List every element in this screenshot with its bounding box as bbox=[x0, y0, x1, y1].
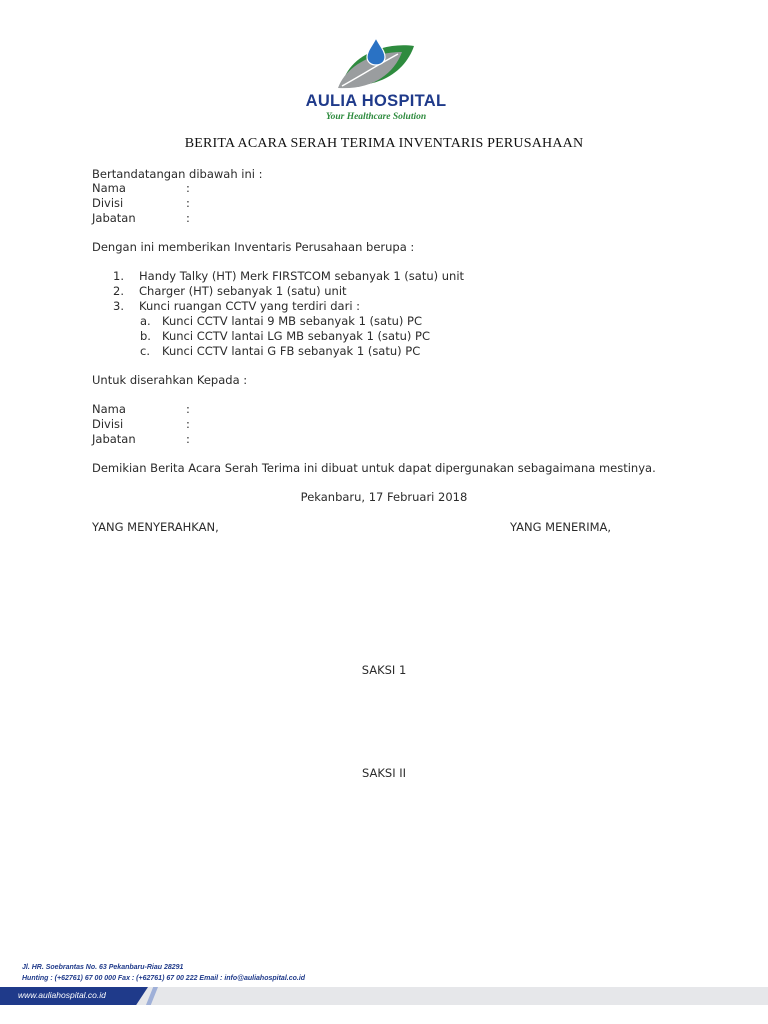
list-item-number: 2. bbox=[113, 284, 124, 298]
place-date: Pekanbaru, 17 Februari 2018 bbox=[300, 490, 468, 504]
giver-position-label: Jabatan bbox=[92, 211, 136, 225]
receiver-position-label: Jabatan bbox=[92, 432, 136, 446]
receiver-name-label: Nama bbox=[92, 402, 126, 416]
hospital-tagline: Your Healthcare Solution bbox=[325, 112, 427, 122]
giver-name-label: Nama bbox=[92, 181, 126, 195]
list-item: Kunci ruangan CCTV yang terdiri dari : bbox=[139, 299, 361, 313]
sub-list-item-letter: a. bbox=[140, 314, 151, 328]
sub-list-item: Kunci CCTV lantai 9 MB sebanyak 1 (satu) PC bbox=[162, 314, 422, 328]
giver-name-colon: : bbox=[186, 181, 190, 195]
sub-list-item-letter: b. bbox=[140, 329, 151, 343]
list-item-number: 1. bbox=[113, 269, 124, 283]
sub-list-item: Kunci CCTV lantai G FB sebanyak 1 (satu) PC bbox=[162, 344, 421, 358]
receiver-division-colon: : bbox=[186, 417, 190, 431]
giver-division-label: Divisi bbox=[92, 196, 124, 210]
intro-text: Bertandatangan dibawah ini : bbox=[92, 167, 263, 181]
witness1-signature-label: SAKSI 1 bbox=[361, 663, 407, 677]
giver-position-colon: : bbox=[186, 211, 190, 225]
receiver-signature-label: YANG MENERIMA, bbox=[510, 520, 612, 534]
witness2-signature-label: SAKSI II bbox=[361, 766, 407, 780]
list-item: Handy Talky (HT) Merk FIRSTCOM sebanyak 1 (satu) unit bbox=[139, 269, 465, 283]
leaf-drop-icon bbox=[336, 36, 416, 92]
list-item: Charger (HT) sebanyak 1 (satu) unit bbox=[139, 284, 347, 298]
footer-address: Jl. HR. Soebrantas No. 63 Pekanbaru-Riau 28291 bbox=[22, 964, 184, 971]
hospital-name: AULIA HOSPITAL bbox=[305, 92, 447, 110]
receiver-division-label: Divisi bbox=[92, 417, 124, 431]
receiver-name-colon: : bbox=[186, 402, 190, 416]
closing-text: Demikian Berita Acara Serah Terima ini dibuat untuk dapat dipergunakan sebagaimana mestinya. bbox=[92, 461, 656, 475]
hospital-logo bbox=[290, 36, 470, 126]
handover-text: Untuk diserahkan Kepada : bbox=[92, 373, 248, 387]
list-item-number: 3. bbox=[113, 299, 124, 313]
sub-list-item: Kunci CCTV lantai LG MB sebanyak 1 (satu) PC bbox=[162, 329, 430, 343]
footer-website: www.auliahospital.co.id bbox=[18, 990, 106, 1000]
giver-signature-label: YANG MENYERAHKAN, bbox=[92, 520, 219, 534]
giver-division-colon: : bbox=[186, 196, 190, 210]
receiver-position-colon: : bbox=[186, 432, 190, 446]
sub-list-item-letter: c. bbox=[140, 344, 150, 358]
footer-contact: Hunting : (+62761) 67 00 000 Fax : (+62761) 67 00 222 Email : info@auliahospital.co.id bbox=[22, 975, 306, 982]
statement-text: Dengan ini memberikan Inventaris Perusahaan berupa : bbox=[92, 240, 415, 254]
document-title: BERITA ACARA SERAH TERIMA INVENTARIS PERUSAHAAN bbox=[184, 136, 584, 151]
